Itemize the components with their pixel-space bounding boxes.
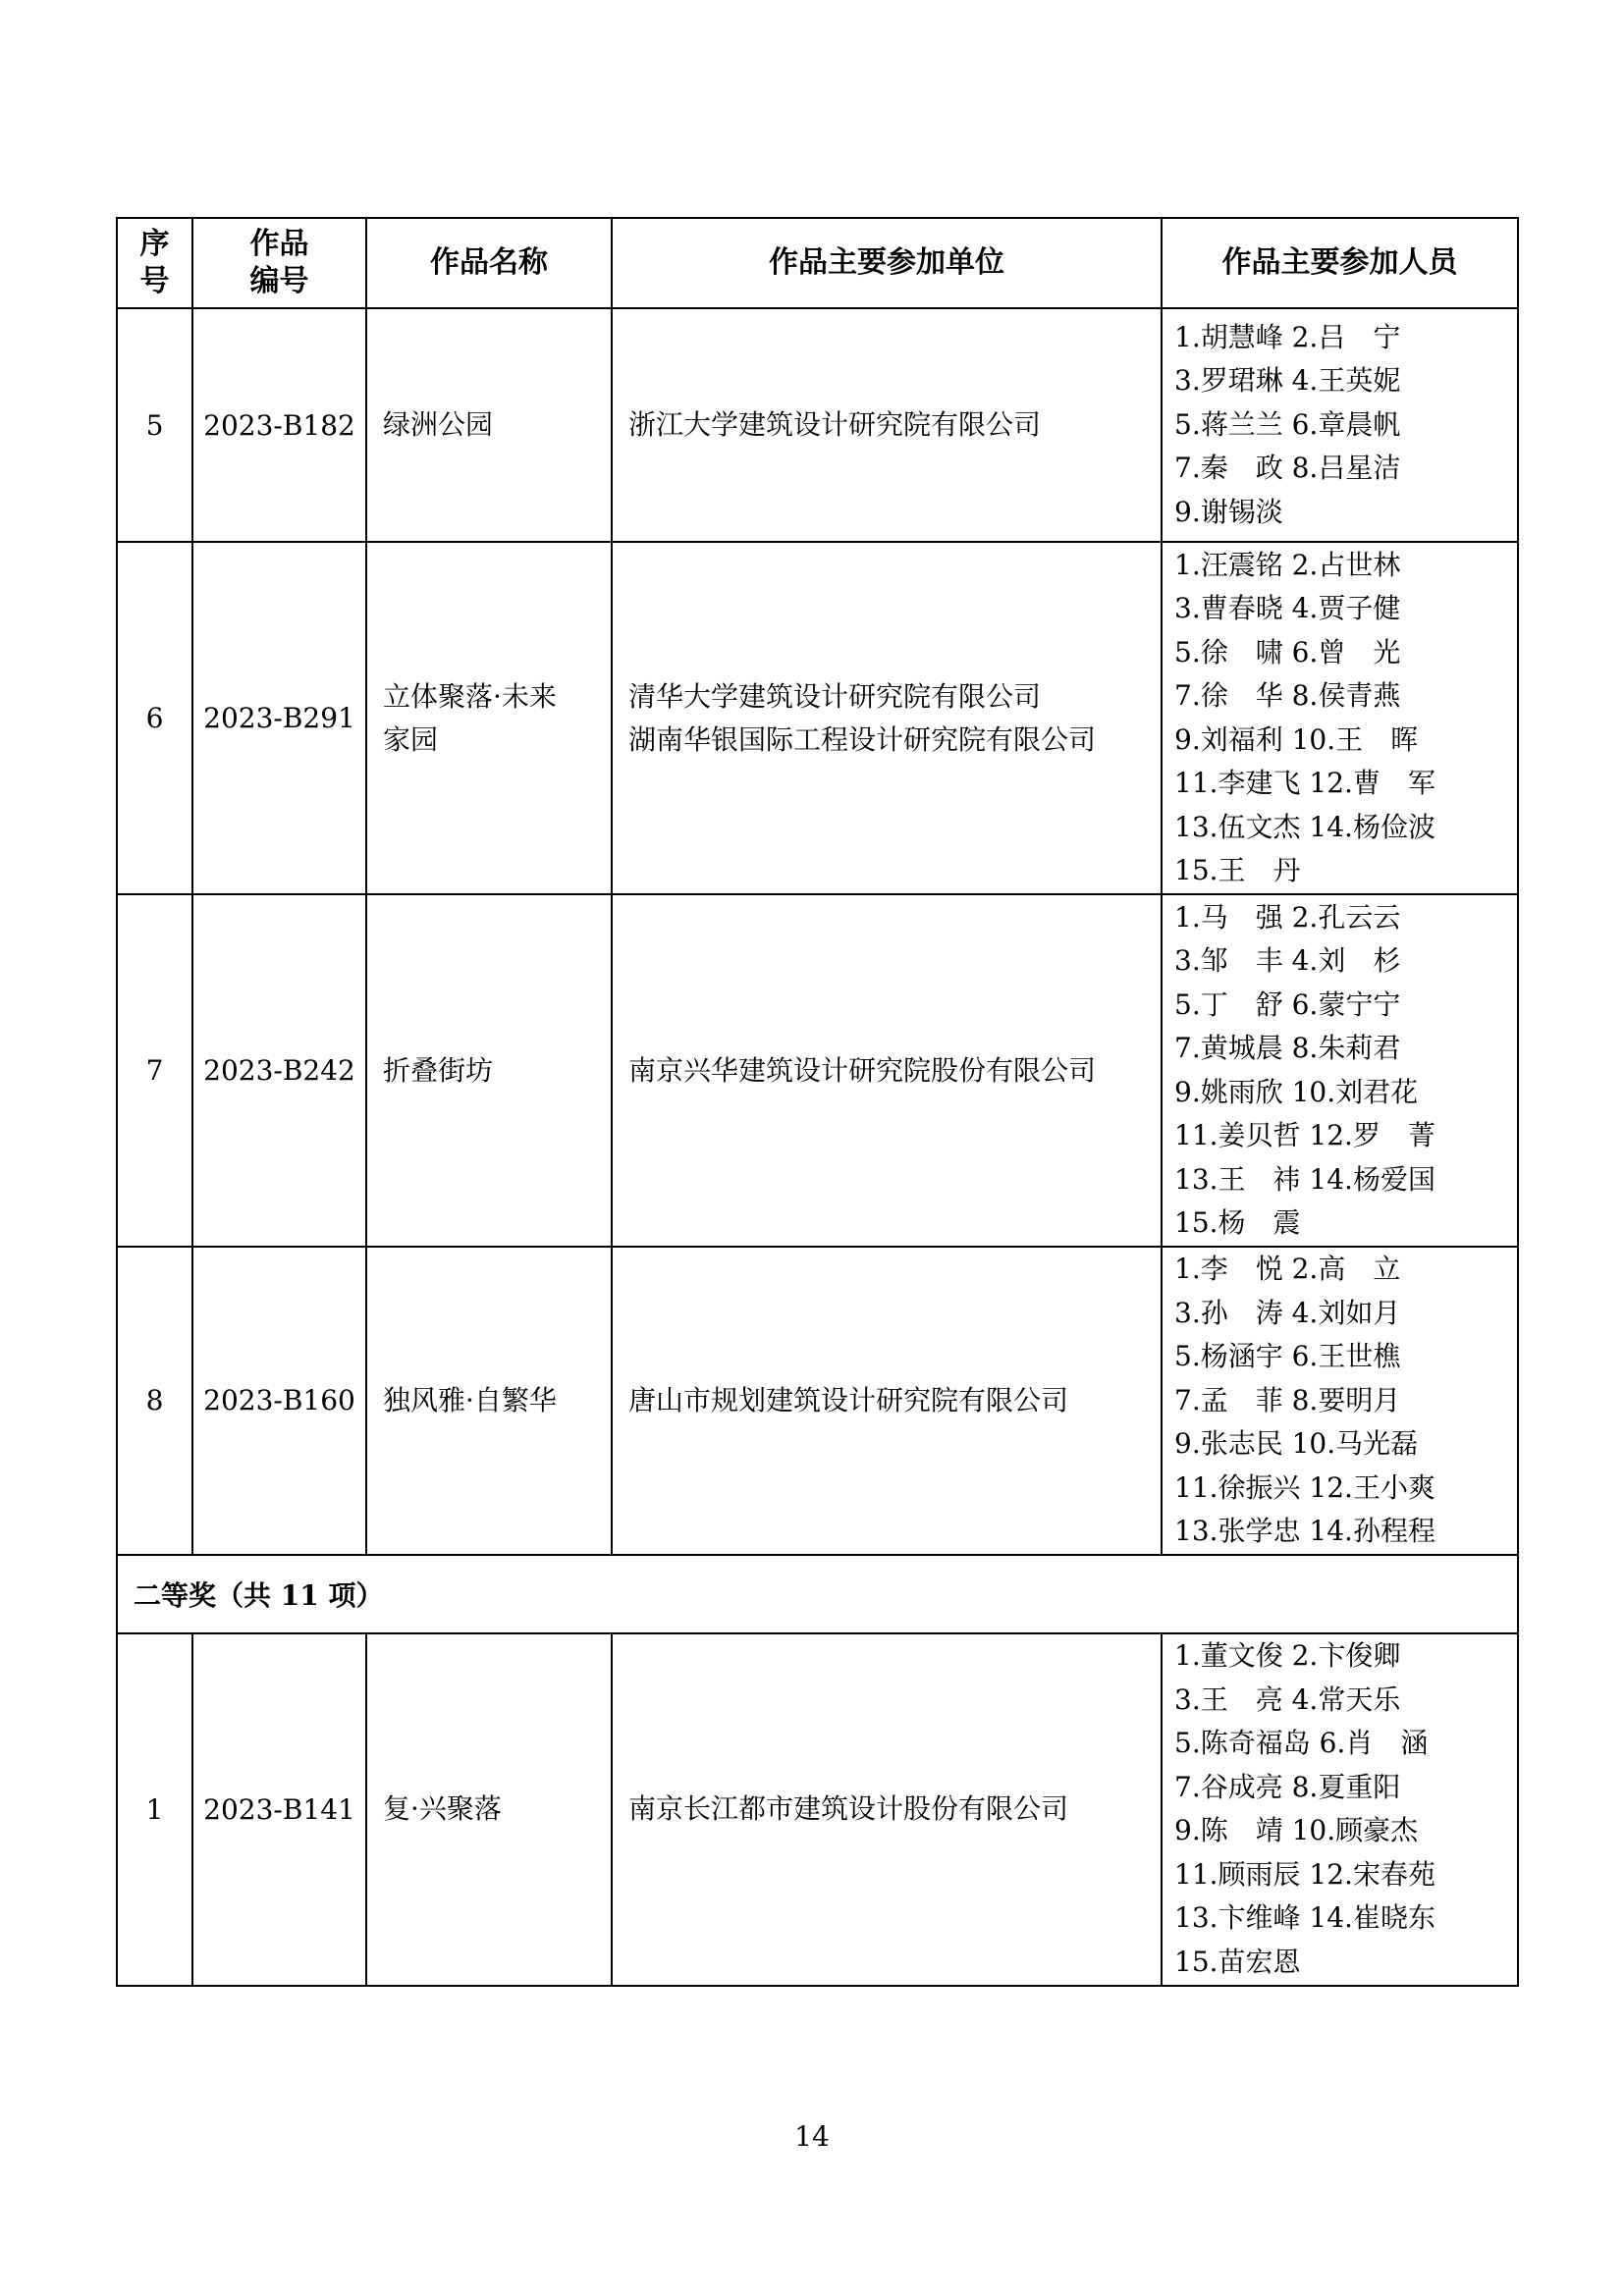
table-body-second-prize (117, 1633, 1518, 1986)
work-name-line: 复·兴聚落 (383, 1792, 502, 1825)
person-pair: 15.苗宏恩 (1174, 1945, 1301, 1978)
cell-participating-units (612, 1633, 1162, 1986)
table-section (117, 1555, 1518, 1633)
work-name-line: 绿洲公园 (383, 408, 494, 441)
header-work-code-line: 编号 (249, 264, 309, 298)
cell-serial-number: 8 (117, 1247, 192, 1555)
person-pair: 9.刘福利 10.王 晖 (1174, 722, 1419, 756)
person-pair: 1.汪震铭 2.占世林 (1174, 548, 1401, 581)
person-pair: 7.黄城晨 8.朱莉君 (1174, 1032, 1401, 1064)
cell-serial-number: 6 (117, 542, 192, 894)
cell-participating-units (612, 894, 1162, 1247)
table-row (117, 894, 1518, 1247)
person-pair: 13.伍文杰 14.杨俭波 (1174, 810, 1435, 843)
cell-participating-people (1162, 542, 1518, 894)
page-number: 14 (794, 2120, 830, 2153)
cell-participating-people (1162, 308, 1518, 542)
person-pair: 3.孙 涛 4.刘如月 (1174, 1296, 1401, 1329)
cell-work-name (366, 1633, 612, 1986)
unit-name: 南京长江都市建筑设计股份有限公司 (628, 1792, 1069, 1825)
cell-participating-units (612, 1247, 1162, 1555)
cell-work-name (366, 308, 612, 542)
person-pair: 13.卞维峰 14.崔晓东 (1174, 1901, 1435, 1934)
person-pair: 1.李 悦 2.高 立 (1174, 1253, 1401, 1285)
person-pair: 9.陈 靖 10.顾豪杰 (1174, 1814, 1419, 1846)
person-pair: 5.陈奇福岛 6.肖 涵 (1174, 1727, 1429, 1759)
table-row (117, 1247, 1518, 1555)
cell-participating-people (1162, 1633, 1518, 1986)
person-pair: 5.丁 舒 6.蒙宁宁 (1174, 988, 1401, 1021)
table-row (117, 1633, 1518, 1986)
person-pair: 5.杨涵宇 6.王世樵 (1174, 1340, 1401, 1372)
person-pair: 9.姚雨欣 10.刘君花 (1174, 1075, 1419, 1108)
person-pair: 15.杨 震 (1174, 1206, 1301, 1239)
person-pair: 9.谢锡淡 (1174, 495, 1283, 528)
work-name-line: 折叠街坊 (383, 1053, 494, 1087)
person-pair: 13.王 祎 14.杨爱国 (1174, 1162, 1435, 1196)
cell-work-code: 2023-B242 (192, 894, 366, 1247)
cell-work-code: 2023-B160 (192, 1247, 366, 1555)
person-pair: 7.徐 华 8.侯青燕 (1174, 679, 1401, 712)
table-row (117, 308, 1518, 542)
person-pair: 3.王 亮 4.常天乐 (1174, 1682, 1401, 1716)
person-pair: 13.张学忠 14.孙程程 (1174, 1515, 1435, 1547)
cell-work-name (366, 1247, 612, 1555)
cell-serial-number: 7 (117, 894, 192, 1247)
header-serial-number-line: 序 (139, 227, 170, 261)
header-serial-number (117, 218, 192, 308)
person-pair: 11.李建飞 12.曹 军 (1174, 767, 1435, 799)
cell-serial-number: 1 (117, 1633, 192, 1986)
section-label: 二等奖（共 11 项） (117, 1555, 1518, 1633)
cell-work-code: 2023-B291 (192, 542, 366, 894)
person-pair: 9.张志民 10.马光磊 (1174, 1427, 1419, 1460)
section-row (117, 1555, 1518, 1633)
cell-serial-number: 5 (117, 308, 192, 542)
unit-name: 南京兴华建筑设计研究院股份有限公司 (628, 1053, 1097, 1087)
table-body-first-prize (117, 308, 1518, 1555)
cell-work-name (366, 894, 612, 1247)
cell-work-code: 2023-B141 (192, 1633, 366, 1986)
work-name-line: 独风雅·自繁华 (383, 1383, 557, 1416)
cell-participating-units (612, 542, 1162, 894)
header-serial-number-line: 号 (139, 264, 170, 298)
person-pair: 11.姜贝哲 12.罗 菁 (1174, 1119, 1435, 1151)
cell-participating-units (612, 308, 1162, 542)
unit-name: 浙江大学建筑设计研究院有限公司 (628, 408, 1042, 441)
work-name-line: 家园 (383, 722, 439, 756)
person-pair: 7.谷成亮 8.夏重阳 (1174, 1770, 1401, 1803)
person-pair: 7.秦 政 8.吕星洁 (1174, 452, 1401, 485)
header-participating-units: 作品主要参加单位 (612, 218, 1162, 308)
person-pair: 11.顾雨辰 12.宋春苑 (1174, 1857, 1435, 1891)
cell-participating-people (1162, 894, 1518, 1247)
header-work-code (192, 218, 366, 308)
person-pair: 3.罗珺琳 4.王英妮 (1174, 364, 1401, 398)
header-participating-people: 作品主要参加人员 (1162, 218, 1518, 308)
person-pair: 5.蒋兰兰 6.章晨帆 (1174, 407, 1401, 441)
person-pair: 15.王 丹 (1174, 854, 1301, 886)
person-pair: 1.胡慧峰 2.吕 宁 (1174, 320, 1401, 353)
person-pair: 3.曹春晓 4.贾子健 (1174, 592, 1401, 624)
work-name-line: 立体聚落·未来 (383, 679, 557, 713)
cell-work-name (366, 542, 612, 894)
person-pair: 3.邹 丰 4.刘 杉 (1174, 944, 1401, 977)
cell-work-code: 2023-B182 (192, 308, 366, 542)
header-work-code-line: 作品 (249, 227, 309, 261)
person-pair: 5.徐 啸 6.曾 光 (1174, 635, 1401, 668)
unit-name: 湖南华银国际工程设计研究院有限公司 (628, 722, 1097, 756)
award-table (116, 217, 1519, 1987)
person-pair: 1.董文俊 2.卞俊卿 (1174, 1639, 1401, 1672)
table-header-row (117, 218, 1518, 308)
header-work-name: 作品名称 (366, 218, 612, 308)
unit-name: 清华大学建筑设计研究院有限公司 (628, 679, 1042, 713)
person-pair: 1.马 强 2.孔云云 (1174, 900, 1401, 934)
table-row (117, 542, 1518, 894)
person-pair: 11.徐振兴 12.王小爽 (1174, 1470, 1435, 1504)
cell-participating-people (1162, 1247, 1518, 1555)
person-pair: 7.孟 菲 8.要明月 (1174, 1383, 1401, 1416)
unit-name: 唐山市规划建筑设计研究院有限公司 (628, 1383, 1069, 1416)
